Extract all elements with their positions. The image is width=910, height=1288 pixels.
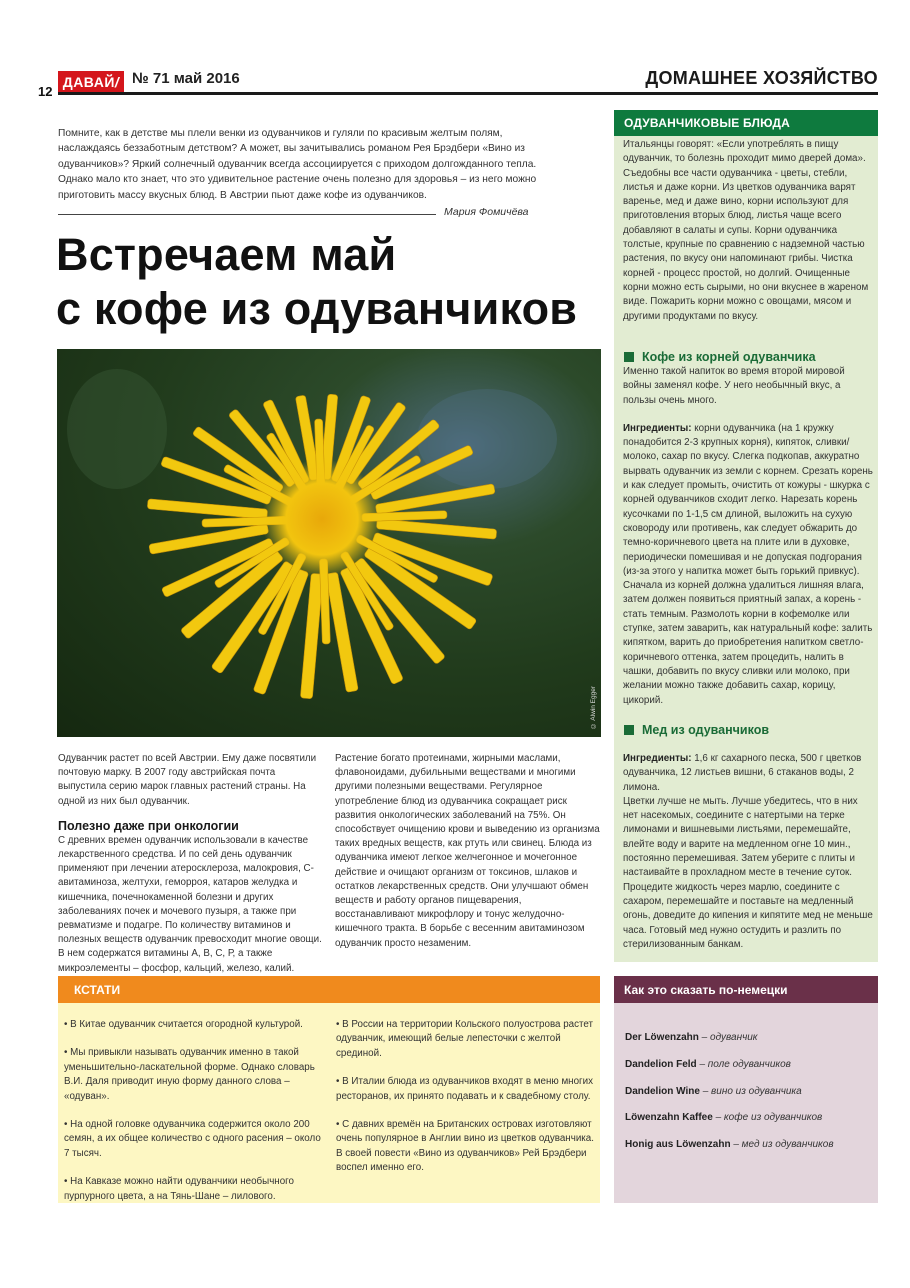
- magazine-logo: [58, 71, 124, 94]
- phrase-russian: – поле одуванчиков: [696, 1058, 791, 1070]
- ingredients-label: Ингредиенты:: [623, 753, 692, 764]
- german-phrases-title: Как это сказать по-немецки: [614, 976, 878, 1003]
- page-number: 12: [38, 84, 53, 99]
- issue-info: № 71 май 2016: [132, 70, 240, 87]
- square-bullet-icon: [624, 725, 634, 735]
- fact-item: • На Кавказе можно найти одуванчики необычного пурпурного цвета, а на Тянь-Шане – лилового.: [64, 1176, 294, 1202]
- logo-mark: /: [114, 74, 120, 90]
- coffee-recipe-lead: Именно такой напиток во время второй мировой войны заменял кофе. У него необычный вкус, а пользы очень много.: [623, 366, 845, 406]
- fact-item: • Мы привыкли называть одуванчик именно в такой уменьшительно-ласкательной форме. Однако словарь В.И. Даля приводит иную форму данного слова – «одуван».: [64, 1047, 315, 1102]
- ingredients-text: корни одуванчика (на 1 кружку понадобится 2-3 крупных корня), кипяток, сливки/молоко, сахар по вкусу. Слегка подкопав, аккуратно вырвать одуванчик из земли с корнем. Срезать корень и как следует промыть, очистить от кожуры - шкурка с корней одуванчиков сходит легко. Нарезать корень кусочками по 1-1,5 см длиной, выложить на сухую сковороду или противень, как следует обжарить до темно-коричневого цвета на плите или в духовке, периодически помешивая и не допуская подгорания (из-за этого у напитка может быть горький привкус). Сначала из корней должна удалиться лишняя влага, затем должен появиться приятный запах, а корень - стать темным. Размолоть корни в кофемолке или ступке, затем заварить, как натуральный кофе: залить кипятком, варить до приобретения напитком светло-коричневого оттенка, затем процедить, налить в чашки, добавить по вкусу сливки или молоко, при желании можно также добавить сахар, корицу, цикорий.: [623, 422, 873, 706]
- article-headline: [56, 228, 616, 336]
- article-paragraph: Растение богато протеинами, жирными маслами, флавоноидами, дубильными веществами и многими другими полезными веществами. Регулярное употребление блюд из одуванчика сокращает риск развития онкологических заболеваний на 75%. Он способствует очищению крови и выведению из организма таких вредных веществ, как ртуть или свинец. Блюда из одуванчика имеют легкое желчегонное и мочегонное действие и очищают организм от токсинов, шлаков и остатков лекарственных средств. Они улучшают обмен веществ и работу органов пищеварения, восстанавливают микрофлору и тонус желудочно-кишечного тракта. В борьбе с весенним авитаминозом одуванчик просто незаменим.: [335, 753, 600, 949]
- header-divider: [58, 92, 878, 95]
- phrase-german: Honig aus Löwenzahn: [625, 1139, 731, 1151]
- author-rule: [58, 214, 436, 215]
- phrase-russian: – вино из одуванчика: [699, 1085, 802, 1097]
- author-name: Мария Фомичёва: [444, 206, 529, 218]
- fact-item: • В Италии блюда из одуванчиков входят в меню многих ресторанов, их принято подавать и к свадебному столу.: [336, 1076, 593, 1102]
- headline-line-1: Встречаем май: [56, 229, 397, 280]
- phrase-item: [625, 1059, 875, 1086]
- section-title: ДОМАШНЕЕ ХОЗЯЙСТВО: [645, 68, 878, 88]
- german-phrases-list: [625, 1032, 875, 1166]
- honey-recipe-heading: [624, 722, 769, 738]
- photo-credit: © Alwin Egger: [590, 685, 597, 729]
- square-bullet-icon: [624, 352, 634, 362]
- dandelion-photo: [57, 349, 601, 737]
- recipes-intro: Итальянцы говорят: «Если употреблять в пищу одуванчик, то болезнь проходит мимо дверей дома». Съедобны все части одуванчика - цветы, стебли, листья и даже корни. Из цветков одуванчика варят варенье, мед и даже вино, корни используют для приготовления вторых блюд, листья чаще всего добавляют в салаты и супы. Корни одуванчика толстые, крупные по сравнению с надземной частью растения, по вкусу они напоминают грибы. Чистка корней - процесс простой, но долгий. Очищенные корни можно есть сырыми, но они вкуснее в жареном виде. Пожарить корни можно с овощами, мясом и другими продуктами по вкусу.: [623, 139, 869, 322]
- fact-item: • В России на территории Кольского полуострова растет одуванчик, имеющий белые лепесточки с желтой срединой.: [336, 1019, 593, 1059]
- ingredients-text: 1,6 кг сахарного песка, 500 г цветков одуванчика, 12 листьев вишни, 6 стаканов воды, 2 лимона.: [623, 753, 862, 793]
- phrase-german: Dandelion Feld: [625, 1058, 697, 1070]
- headline-line-2: с кофе из одуванчиков: [56, 283, 578, 334]
- intro-paragraph: Помните, как в детстве мы плели венки из одуванчиков и гуляли по красивым желтым полям, наслаждаясь беззаботным детством? А может, вы зачитывались романом Рея Брэдбери «Вино из одуванчиков»? Яркий солнечный одуванчик всегда ассоциируется с приходом долгожданного тепла. Однако мало кто знает, что это удивительное растение очень полезно для здоровья – из него можно приготовить массу вкусных блюд. В Австрии пьют даже кофе из одуванчиков.: [58, 128, 537, 201]
- honey-recipe-body: [623, 752, 873, 952]
- coffee-recipe-body: [623, 365, 873, 708]
- phrase-item: [625, 1032, 875, 1059]
- honey-recipe-method: Цветки лучше не мыть. Лучше убедитесь, что в них нет насекомых, соедините с натертыми на терке лимонами и вишневыми листьями, перемешайте, влейте воду и варите на медленном огне 10 мин., постоянно перемешивая. Затем уберите с плиты и настаивайте в прохладном месте в течение суток. Процедите жидкость через марлю, соедините с сахаром, перемешайте и поставьте на медленный огонь, доведите до кипения и кипятите мед не меньше часа. Готовый мед нужно остудить и разлить по стерилизованным банкам.: [623, 795, 873, 950]
- phrase-item: [625, 1139, 875, 1166]
- fact-item: • С давних времён на Британских островах изготовляют очень популярное в Англии вино из цветков одуванчика. В своей повести «Вино из одуванчиков» Рей Брэдбери воспел именно его.: [336, 1119, 594, 1174]
- ingredients-label: Ингредиенты:: [623, 422, 692, 434]
- fact-item: • В Китае одуванчик считается огородной культурой.: [64, 1019, 303, 1030]
- fact-item: • На одной головке одуванчика содержится около 200 семян, а их общее количество с одного расения – около 7 тысяч.: [64, 1119, 321, 1159]
- kstati-title: КСТАТИ: [58, 976, 600, 1003]
- recipes-sidebar-title: ОДУВАНЧИКОВЫЕ БЛЮДА: [614, 110, 878, 136]
- phrase-item: [625, 1112, 875, 1139]
- kstati-column-1: [64, 1018, 326, 1218]
- article-column-2: [335, 752, 603, 951]
- coffee-recipe-title: Кофе из корней одуванчика: [642, 350, 816, 364]
- logo-text: ДАВАЙ: [62, 74, 115, 90]
- coffee-recipe-ingredients: [623, 422, 873, 708]
- coffee-recipe-heading: [624, 349, 816, 365]
- honey-recipe-title: Мед из одуванчиков: [642, 723, 770, 737]
- phrase-german: Der Löwenzahn: [625, 1032, 699, 1043]
- article-subheading: Полезно даже при онкологии: [58, 818, 239, 833]
- phrase-german: Löwenzahn Kaffee: [625, 1112, 713, 1124]
- dandelion-flower-icon: [57, 349, 601, 737]
- phrase-german: Dandelion Wine: [625, 1085, 700, 1097]
- phrase-russian: – кофе из одуванчиков: [712, 1112, 823, 1124]
- article-paragraph: С древних времен одуванчик использовали в качестве лекарственного средства. И по сей день одуванчик применяют при лечении атеросклероза, малокровия, С-авитаминоза, желтухи, геморроя, катаров желудка и кишечника, почечнокаменной болезни и других заболеваниях почек и мочевого пузыря, а также при ревматизме и подагре. По количеству витаминов и полезных веществ одуванчик превосходит многие овощи. В нем содержатся витамины А, В, С, Р, а также микроэлементы – фосфор, кальций, железо, калий.: [58, 834, 322, 974]
- phrase-item: [625, 1086, 875, 1113]
- phrase-russian: – мед из одуванчиков: [730, 1139, 834, 1151]
- honey-recipe-ingredients: [623, 752, 873, 795]
- kstati-column-2: [336, 1018, 598, 1190]
- phrase-russian: – одуванчик: [698, 1032, 758, 1043]
- article-column-1: [58, 752, 326, 976]
- article-paragraph: Одуванчик растет по всей Австрии. Ему даже посвятили почтовую марку. В 2007 году австрийская почта выпустила серию марок главных растений страны. На одной из них был одуванчик.: [58, 753, 317, 807]
